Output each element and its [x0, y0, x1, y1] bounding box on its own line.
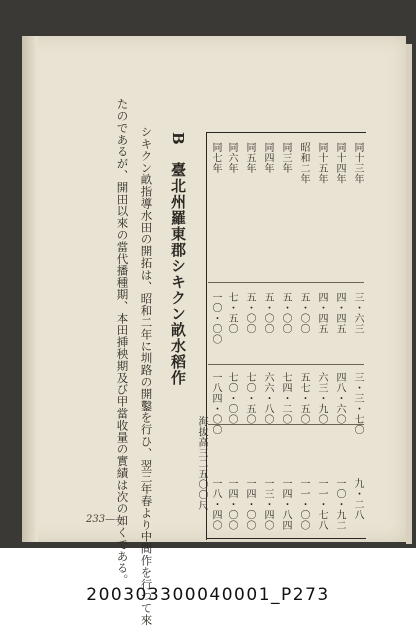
table-yield-cell: 一三・四〇 — [262, 478, 273, 531]
table-year-cell: 同十四年 — [334, 142, 345, 184]
table-sow-cell: 五・〇〇 — [298, 292, 309, 334]
table-yield-cell: 一四・八四 — [280, 478, 291, 531]
table-yield-cell: 一〇・九二 — [334, 478, 345, 531]
table-year-cell: 同三年 — [280, 142, 291, 174]
page-gutter — [22, 36, 38, 542]
altitude-note: 海抜高三二五〇〇尺 — [196, 416, 207, 511]
table-rule-top — [206, 132, 366, 133]
table-year-cell: 昭和二年 — [298, 142, 309, 184]
table-transplant-cell: 一八四・〇〇 — [210, 372, 221, 435]
table-sow-cell: 一〇・〇〇 — [210, 292, 221, 345]
table-year-cell: 同十五年 — [316, 142, 327, 184]
table-yield-cell: 一一・七八 — [316, 478, 327, 531]
table-sow-cell: 四・四五 — [334, 292, 345, 334]
table-sow-cell: 三・六三 — [352, 292, 363, 334]
body-line: シキクン畝指導水田の開拓は、昭和二年に圳路の開鑿を行ひ、翌三年春より中間作を行つて來 — [139, 126, 154, 626]
table-rule-bottom — [206, 538, 366, 539]
table-separator — [208, 364, 364, 365]
table-year-cell: 同十三年 — [352, 142, 363, 184]
archive-id-caption: 200303300040001_P273 — [86, 585, 330, 605]
table-transplant-cell: 五七・五〇 — [298, 372, 309, 425]
table-transplant-cell: 七〇・〇〇 — [226, 372, 237, 425]
section-title: B 臺北州羅東郡シキクン畝水稻作 — [169, 132, 187, 386]
table-yield-cell: 一一・〇〇 — [298, 478, 309, 531]
table-transplant-cell: 六三・九〇 — [316, 372, 327, 425]
table-sow-cell: 四・四五 — [316, 292, 327, 334]
table-transplant-cell: 三・三・七〇 — [352, 372, 363, 435]
table-yield-cell: 一四・〇〇 — [226, 478, 237, 531]
table-transplant-cell: 七四・二〇 — [280, 372, 291, 425]
table-yield-cell: 一八・四〇 — [210, 478, 221, 531]
table-sow-cell: 五・〇〇 — [244, 292, 255, 334]
table-yield-cell: 九・二八 — [352, 478, 363, 520]
table-rule-left — [206, 132, 207, 540]
table-year-cell: 同六年 — [226, 142, 237, 174]
table-sow-cell: 五・〇〇 — [262, 292, 273, 334]
table-sow-cell: 五・〇〇 — [280, 292, 291, 334]
page-edge — [406, 44, 412, 544]
data-table — [206, 132, 366, 542]
table-transplant-cell: 七〇・五〇 — [244, 372, 255, 425]
table-yield-cell: 一四・〇〇 — [244, 478, 255, 531]
table-year-cell: 同七年 — [210, 142, 221, 174]
table-separator — [208, 282, 364, 283]
table-sow-cell: 七・五〇 — [226, 292, 237, 334]
table-transplant-cell: 四八・六〇 — [334, 372, 345, 425]
page-number: 233—— — [86, 514, 126, 525]
table-year-cell: 同五年 — [244, 142, 255, 174]
body-line: たのであるが、開田以來の當代播種期、本田挿秧期及び甲當收量の實績は次の如くである。 — [115, 98, 130, 586]
table-transplant-cell: 六六・八〇 — [262, 372, 273, 425]
table-year-cell: 同四年 — [262, 142, 273, 174]
